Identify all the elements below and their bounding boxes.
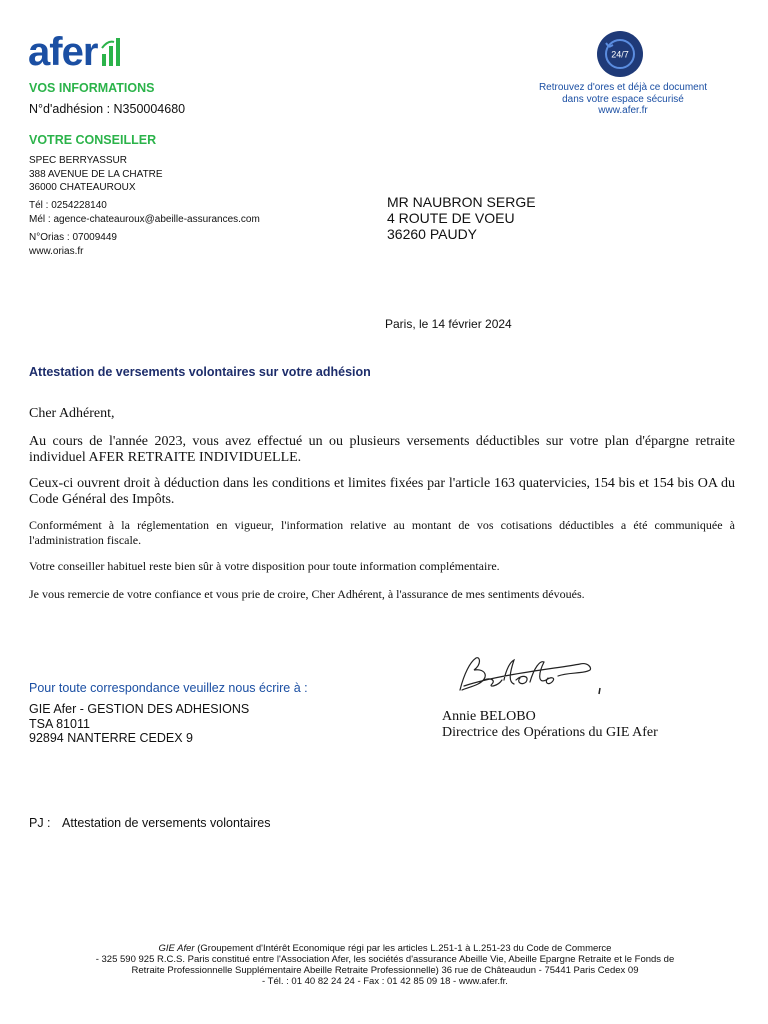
advisor-heading: VOTRE CONSEILLER xyxy=(29,133,157,147)
afer-logo-bars-icon xyxy=(100,34,126,68)
correspondence-line: GIE Afer - GESTION DES ADHESIONS xyxy=(29,702,250,716)
footer-line: - Tél. : 01 40 82 24 24 - Fax : 01 42 85 09 18 - www.afer.fr. xyxy=(262,976,508,987)
paragraph-3: Conformément à la réglementation en vigueur, l'information relative au montant de vos cotisations déductibles a été communiquée à l'administration fiscale. xyxy=(29,518,735,547)
advisor-mail: Mél : agence-chateauroux@abeille-assurances.com xyxy=(29,213,260,225)
attachment-label: PJ : xyxy=(29,816,51,830)
advisor-line: 388 AVENUE DE LA CHATRE xyxy=(29,168,163,180)
attachment-line xyxy=(29,816,270,830)
footer-company: GIE Afer xyxy=(158,943,195,954)
correspondence-line: TSA 81011 xyxy=(29,716,90,731)
badge-label: 24/7 xyxy=(611,49,629,60)
footer-line: - 325 590 925 R.C.S. Paris constitué entre l'Association Afer, les sociétés d'assurance Abeille Vie, Abeille Epargne Retraite et le Fonds de xyxy=(95,954,675,965)
paragraph-4: Votre conseiller habituel reste bien sûr à votre disposition pour toute information complémentaire. xyxy=(29,559,500,573)
salutation: Cher Adhérent, xyxy=(29,406,115,421)
afer-logo xyxy=(28,30,126,74)
signer-name: Annie BELOBO xyxy=(442,709,536,724)
info-heading: VOS INFORMATIONS xyxy=(29,81,155,95)
note-line: Retrouvez d'ores et déjà ce document xyxy=(538,82,708,93)
recipient-line: 36260 PAUDY xyxy=(387,226,478,242)
recipient-address xyxy=(387,194,536,242)
correspondence-label: Pour toute correspondance veuillez nous écrire à : xyxy=(29,681,308,695)
24-7-clock-icon xyxy=(597,31,643,77)
advisor-address xyxy=(29,154,163,195)
date-line: Paris, le 14 février 2024 xyxy=(385,317,512,331)
advisor-tel: Tél : 0254228140 xyxy=(29,200,107,211)
online-space-note xyxy=(520,82,726,117)
signer-title: Directrice des Opérations du GIE Afer xyxy=(442,725,658,740)
paragraph-2: Ceux-ci ouvrent droit à déduction dans les conditions et limites fixées par l'article 163 quatervicies, 154 bis et 154 bis OA du Code Général des Impôts. xyxy=(29,476,735,507)
paragraph-1: Au cours de l'année 2023, vous avez effectué un ou plusieurs versements déductibles sur votre plan d'épargne retraite individuel AFER RETRAITE INDIVIDUELLE. xyxy=(29,434,735,465)
footer-line: Retraite Professionnelle Supplémentaire Abeille Retraite Professionnelle) 36 rue de Châteaudun - 75441 Paris Cedex 09 xyxy=(131,965,639,976)
advisor-contact xyxy=(29,199,260,226)
correspondence-address xyxy=(29,702,249,746)
legal-footer xyxy=(60,943,710,987)
correspondence-line: 92894 NANTERRE CEDEX 9 xyxy=(29,731,193,745)
recipient-line: 4 ROUTE DE VOEU xyxy=(387,210,515,226)
advisor-line: 36000 CHATEAUROUX xyxy=(29,182,136,193)
note-link: www.afer.fr xyxy=(598,105,648,116)
handwritten-signature xyxy=(440,650,610,708)
footer-line: (Groupement d'Intérêt Economique régi par les articles L.251-1 à L.251-23 du Code de Commerce xyxy=(194,943,612,954)
adhesion-number: N°d'adhésion : N350004680 xyxy=(29,102,186,116)
attachment-text: Attestation de versements volontaires xyxy=(62,816,271,830)
subject-line: Attestation de versements volontaires sur votre adhésion xyxy=(29,365,371,379)
orias-number: N°Orias : 07009449 xyxy=(29,232,117,243)
orias-block xyxy=(29,231,117,258)
recipient-line: MR NAUBRON SERGE xyxy=(387,194,536,210)
signer-block xyxy=(442,709,658,741)
note-line: dans votre espace sécurisé xyxy=(562,93,684,105)
logo-wordmark: afer xyxy=(28,30,98,74)
advisor-line: SPEC BERRYASSUR xyxy=(29,155,127,166)
orias-site: www.orias.fr xyxy=(29,245,84,257)
paragraph-5: Je vous remercie de votre confiance et vous prie de croire, Cher Adhérent, à l'assurance de mes sentiments dévoués. xyxy=(29,587,585,601)
